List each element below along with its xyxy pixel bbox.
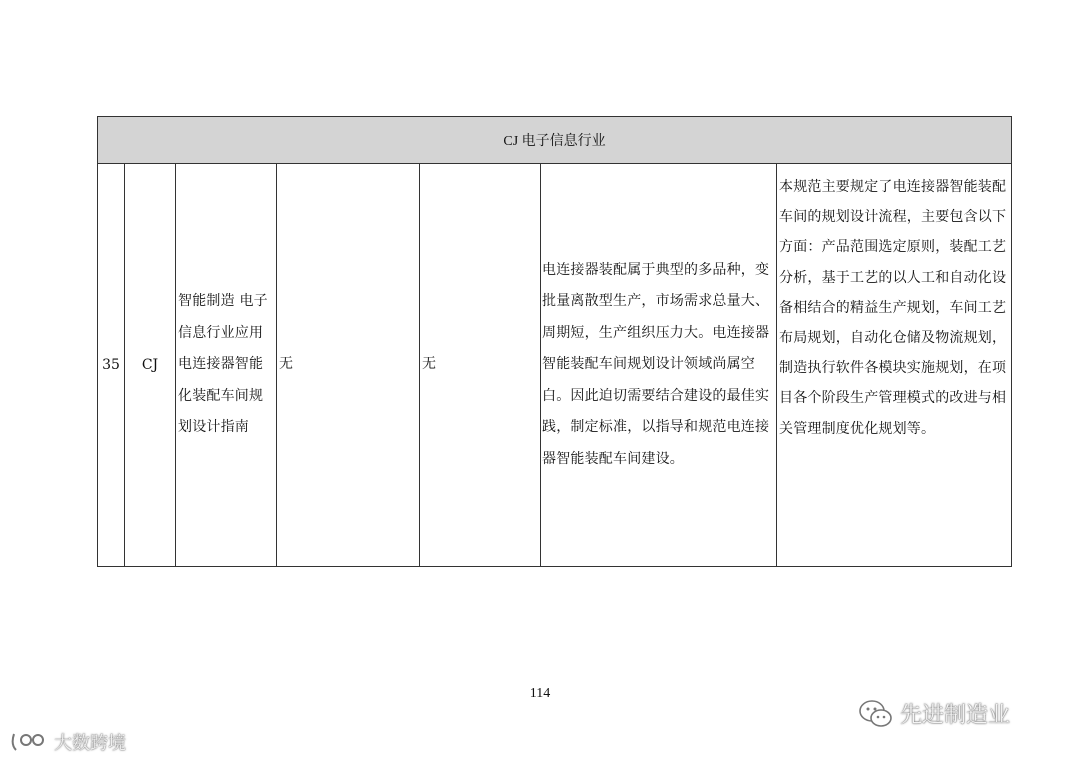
column4-value: 无 — [279, 356, 294, 373]
row-code: CJ — [125, 164, 176, 567]
column5-cell — [420, 164, 541, 567]
content-cell — [777, 164, 1012, 567]
column5-value: 无 — [422, 356, 437, 373]
column4-cell — [277, 164, 420, 567]
standards-table — [97, 116, 1012, 567]
background-cell — [541, 164, 777, 567]
section-header-row — [98, 117, 1012, 164]
row-number: 35 — [98, 164, 125, 567]
content-text: 本规范主要规定了电连接器智能装配车间的规划设计流程，主要包含以下方面：产品范围选定原则，装配工艺分析，基于工艺的以人工和自动化设备相结合的精益生产规划，车间工艺布局规划，自动化仓储及物流规划，制造执行软件各模块实施规划，在项目各个阶段生产管理模式的改进与相关管理制度优化规划等。 — [779, 179, 1007, 437]
watermark-right-text: 先进制造业 — [900, 703, 1011, 728]
watermark-right — [858, 698, 1010, 729]
watermark-left-text: 大数跨境 — [54, 733, 126, 754]
wechat-icon — [858, 699, 894, 729]
standard-name: 智能制造 电子信息行业应用 电连接器智能化装配车间规划设计指南 — [178, 293, 268, 436]
background-text: 电连接器装配属于典型的多品种，变批量离散型生产，市场需求总量大、周期短，生产组织压力大。电连接器智能装配车间规划设计领域尚属空白。因此迫切需要结合建设的最佳实践，制定标准，以指导和规范电连接器智能装配车间建设。 — [542, 261, 770, 467]
watermark-left — [10, 729, 126, 755]
brand-logo-icon — [10, 730, 50, 754]
section-header: CJ 电子信息行业 — [98, 117, 1012, 164]
page-number: 114 — [529, 686, 551, 701]
standard-name-cell — [176, 164, 277, 567]
table-row — [98, 164, 1012, 567]
